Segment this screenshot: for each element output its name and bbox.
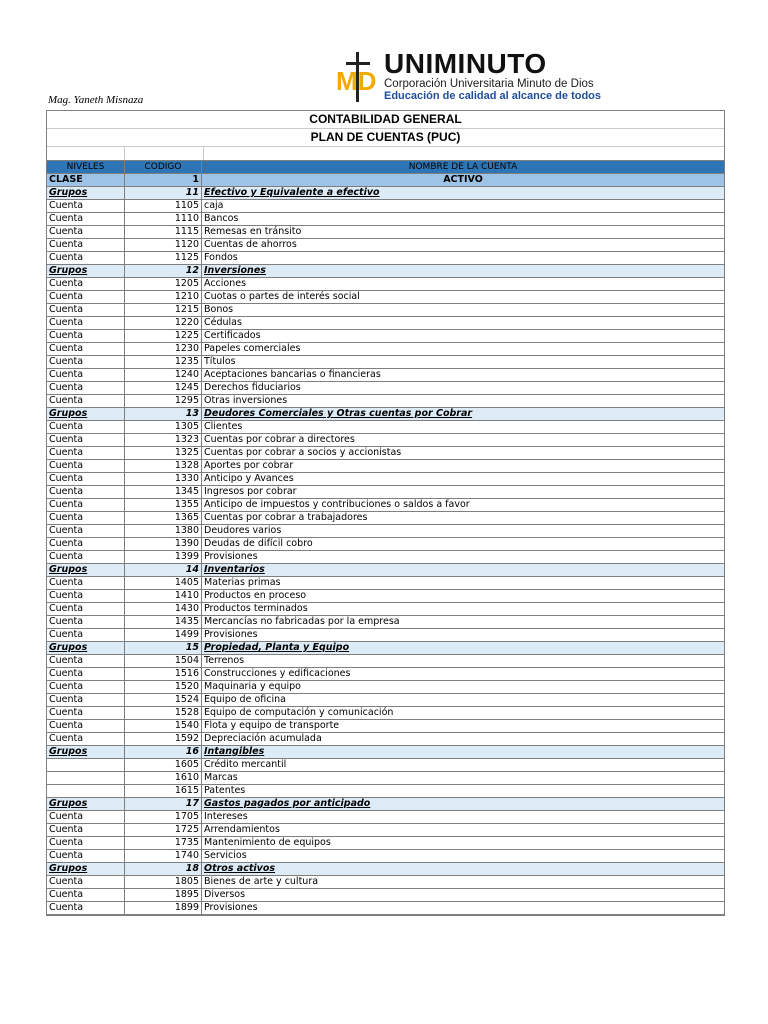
cell-codigo: 1323 <box>125 434 202 447</box>
table-row <box>47 733 724 746</box>
cell-nivel: Cuenta <box>47 876 125 889</box>
cell-codigo: 1295 <box>125 395 202 408</box>
accounts-table <box>47 161 724 915</box>
cell-nivel: Cuenta <box>47 577 125 590</box>
group-row <box>47 564 724 577</box>
cell-nombre: Derechos fiduciarios <box>202 382 725 395</box>
cell-codigo: 18 <box>125 863 202 876</box>
cell-nivel: Grupos <box>47 408 125 421</box>
cell-codigo: 1725 <box>125 824 202 837</box>
table-row <box>47 889 724 902</box>
cell-nivel: Cuenta <box>47 603 125 616</box>
cell-nombre: Cuentas por cobrar a trabajadores <box>202 512 725 525</box>
cell-nombre: Deudores Comerciales y Otras cuentas por Cobrar <box>202 408 725 421</box>
table-row <box>47 460 724 473</box>
cell-codigo: 1240 <box>125 369 202 382</box>
table-row <box>47 304 724 317</box>
cell-codigo: 1399 <box>125 551 202 564</box>
cell-codigo: 13 <box>125 408 202 421</box>
cell-nivel: Cuenta <box>47 317 125 330</box>
cell-codigo: 1220 <box>125 317 202 330</box>
cell-nombre: Depreciación acumulada <box>202 733 725 746</box>
cell-nombre: Papeles comerciales <box>202 343 725 356</box>
cell-nombre: Aceptaciones bancarias o financieras <box>202 369 725 382</box>
cell-nombre: Cuentas por cobrar a socios y accionistas <box>202 447 725 460</box>
cell-nombre: Materias primas <box>202 577 725 590</box>
cell-nivel: Cuenta <box>47 629 125 642</box>
cell-codigo: 1735 <box>125 837 202 850</box>
table-row <box>47 330 724 343</box>
table-row <box>47 707 724 720</box>
logo-tagline-2: Educación de calidad al alcance de todos <box>384 90 602 102</box>
cell-codigo: 1895 <box>125 889 202 902</box>
cell-nombre: Maquinaria y equipo <box>202 681 725 694</box>
table-row <box>47 603 724 616</box>
cell-codigo: 1605 <box>125 759 202 772</box>
cell-nivel: Grupos <box>47 746 125 759</box>
cell-codigo: 1105 <box>125 200 202 213</box>
table-row <box>47 655 724 668</box>
cell-codigo: 1328 <box>125 460 202 473</box>
cell-nivel <box>47 759 125 772</box>
cell-codigo: 1615 <box>125 785 202 798</box>
cell-nivel: Cuenta <box>47 837 125 850</box>
cell-nivel: Cuenta <box>47 499 125 512</box>
cell-codigo: 1365 <box>125 512 202 525</box>
cell-nombre: Arrendamientos <box>202 824 725 837</box>
cell-codigo: 1345 <box>125 486 202 499</box>
table-row <box>47 473 724 486</box>
cell-nombre: Aportes por cobrar <box>202 460 725 473</box>
cell-nivel <box>47 772 125 785</box>
sheet-title: CONTABILIDAD GENERAL <box>47 111 724 129</box>
cell-codigo: 1899 <box>125 902 202 915</box>
cell-nombre: Propiedad, Planta y Equipo <box>202 642 725 655</box>
cell-nivel: Cuenta <box>47 369 125 382</box>
cell-codigo: 1230 <box>125 343 202 356</box>
table-row <box>47 759 724 772</box>
cell-codigo: 1235 <box>125 356 202 369</box>
cell-nombre: Patentes <box>202 785 725 798</box>
table-row <box>47 499 724 512</box>
cell-nombre: Deudas de difícil cobro <box>202 538 725 551</box>
cell-nivel: Cuenta <box>47 902 125 915</box>
group-row <box>47 642 724 655</box>
cell-codigo: 1430 <box>125 603 202 616</box>
cell-nivel: Cuenta <box>47 733 125 746</box>
cell-nivel: Grupos <box>47 265 125 278</box>
group-row <box>47 863 724 876</box>
cell-nivel: Cuenta <box>47 473 125 486</box>
cell-nivel: Cuenta <box>47 200 125 213</box>
cell-nivel: Cuenta <box>47 681 125 694</box>
cell-nivel: Cuenta <box>47 694 125 707</box>
table-header-row <box>47 161 724 174</box>
table-row <box>47 668 724 681</box>
accounts-sheet <box>46 110 725 916</box>
cell-nivel: Cuenta <box>47 668 125 681</box>
cell-nombre: Acciones <box>202 278 725 291</box>
table-row <box>47 590 724 603</box>
cell-nombre: Diversos <box>202 889 725 902</box>
blank-row <box>47 147 724 161</box>
cell-nombre: Ingresos por cobrar <box>202 486 725 499</box>
cell-codigo: 1540 <box>125 720 202 733</box>
cell-nivel: Cuenta <box>47 538 125 551</box>
cell-nombre: Equipo de computación y comunicación <box>202 707 725 720</box>
cell-nombre: Cuotas o partes de interés social <box>202 291 725 304</box>
uniminuto-logo <box>334 46 604 108</box>
cell-nivel: Cuenta <box>47 239 125 252</box>
cell-nombre: Efectivo y Equivalente a efectivo <box>202 187 725 200</box>
group-row <box>47 746 724 759</box>
table-row <box>47 421 724 434</box>
cell-codigo: 1245 <box>125 382 202 395</box>
cell-nivel: Grupos <box>47 863 125 876</box>
table-row <box>47 512 724 525</box>
cell-nivel: Cuenta <box>47 447 125 460</box>
cell-nombre: Equipo de oficina <box>202 694 725 707</box>
class-row <box>47 174 724 187</box>
cell-nombre: Mantenimiento de equipos <box>202 837 725 850</box>
cell-codigo: 1305 <box>125 421 202 434</box>
uniminuto-logo-icon <box>334 52 384 102</box>
column-header-nombre: NOMBRE DE LA CUENTA <box>202 161 725 174</box>
cell-nombre: Provisiones <box>202 629 725 642</box>
table-row <box>47 850 724 863</box>
cell-nombre: Intereses <box>202 811 725 824</box>
cell-nivel: Cuenta <box>47 291 125 304</box>
cell-codigo: 14 <box>125 564 202 577</box>
table-row <box>47 811 724 824</box>
cell-codigo: 17 <box>125 798 202 811</box>
cell-nombre: Productos en proceso <box>202 590 725 603</box>
table-row <box>47 239 724 252</box>
table-row <box>47 837 724 850</box>
cell-codigo: 1110 <box>125 213 202 226</box>
cell-nivel: Cuenta <box>47 421 125 434</box>
cell-nombre: Mercancías no fabricadas por la empresa <box>202 616 725 629</box>
author-name: Mag. Yaneth Misnaza <box>48 94 144 106</box>
logo-tagline-1: Corporación Universitaria Minuto de Dios <box>384 78 594 90</box>
cell-nombre: Cédulas <box>202 317 725 330</box>
cell-codigo: 1405 <box>125 577 202 590</box>
cell-nivel: Cuenta <box>47 434 125 447</box>
cell-nivel <box>47 785 125 798</box>
cell-codigo: 1205 <box>125 278 202 291</box>
cell-nombre: Construcciones y edificaciones <box>202 668 725 681</box>
cell-codigo: 1520 <box>125 681 202 694</box>
table-row <box>47 785 724 798</box>
table-row <box>47 551 724 564</box>
cell-codigo: 1325 <box>125 447 202 460</box>
cell-nivel: Cuenta <box>47 278 125 291</box>
table-row <box>47 200 724 213</box>
cell-nivel: Cuenta <box>47 850 125 863</box>
cell-codigo: 1435 <box>125 616 202 629</box>
column-header-codigo: CODIGO <box>125 161 202 174</box>
cell-nivel: Cuenta <box>47 213 125 226</box>
cell-codigo: 12 <box>125 265 202 278</box>
cell-nivel: Grupos <box>47 564 125 577</box>
cell-codigo: 1115 <box>125 226 202 239</box>
cell-codigo: 1516 <box>125 668 202 681</box>
cell-codigo: 1 <box>125 174 202 187</box>
cell-nivel: Grupos <box>47 642 125 655</box>
cell-nombre: Terrenos <box>202 655 725 668</box>
cell-codigo: 1805 <box>125 876 202 889</box>
cell-nombre: Inversiones <box>202 265 725 278</box>
cell-nivel: Cuenta <box>47 720 125 733</box>
group-row <box>47 265 724 278</box>
cell-codigo: 11 <box>125 187 202 200</box>
cell-codigo: 1210 <box>125 291 202 304</box>
sheet-subtitle: PLAN DE CUENTAS (PUC) <box>47 129 724 147</box>
cell-codigo: 1215 <box>125 304 202 317</box>
cell-codigo: 1528 <box>125 707 202 720</box>
cell-codigo: 15 <box>125 642 202 655</box>
cell-nombre: Provisiones <box>202 551 725 564</box>
cell-nivel: Cuenta <box>47 252 125 265</box>
cell-codigo: 1330 <box>125 473 202 486</box>
cell-nombre: Productos terminados <box>202 603 725 616</box>
table-row <box>47 213 724 226</box>
table-row <box>47 616 724 629</box>
cell-nombre: Servicios <box>202 850 725 863</box>
cell-nivel: Cuenta <box>47 811 125 824</box>
table-row <box>47 694 724 707</box>
cell-nombre: Otros activos <box>202 863 725 876</box>
group-row <box>47 408 724 421</box>
cell-codigo: 1705 <box>125 811 202 824</box>
cell-nombre: Crédito mercantil <box>202 759 725 772</box>
table-row <box>47 681 724 694</box>
cell-nombre: Anticipo y Avances <box>202 473 725 486</box>
table-row <box>47 382 724 395</box>
cell-codigo: 1524 <box>125 694 202 707</box>
cell-nombre: Anticipo de impuestos y contribuciones o saldos a favor <box>202 499 725 512</box>
cell-nivel: Cuenta <box>47 525 125 538</box>
logo-brand: UNIMINUTO <box>384 48 547 79</box>
cell-nivel: Cuenta <box>47 590 125 603</box>
cell-nombre: Títulos <box>202 356 725 369</box>
cell-nivel: Cuenta <box>47 551 125 564</box>
cell-nombre: Certificados <box>202 330 725 343</box>
cell-codigo: 1504 <box>125 655 202 668</box>
cell-nombre: Clientes <box>202 421 725 434</box>
cell-codigo: 1499 <box>125 629 202 642</box>
cell-codigo: 1125 <box>125 252 202 265</box>
cell-nombre: Intangibles <box>202 746 725 759</box>
cell-nombre: Flota y equipo de transporte <box>202 720 725 733</box>
cell-codigo: 16 <box>125 746 202 759</box>
cell-nivel: Cuenta <box>47 343 125 356</box>
cell-nombre: Otras inversiones <box>202 395 725 408</box>
cell-nivel: Cuenta <box>47 824 125 837</box>
cell-nivel: Cuenta <box>47 395 125 408</box>
table-row <box>47 629 724 642</box>
cell-codigo: 1610 <box>125 772 202 785</box>
cell-nivel: Cuenta <box>47 512 125 525</box>
cell-nombre: Bienes de arte y cultura <box>202 876 725 889</box>
cell-nombre: Provisiones <box>202 902 725 915</box>
cell-codigo: 1410 <box>125 590 202 603</box>
table-row <box>47 317 724 330</box>
table-row <box>47 278 724 291</box>
column-header-niveles: NIVELES <box>47 161 125 174</box>
cell-nivel: Cuenta <box>47 889 125 902</box>
table-row <box>47 538 724 551</box>
cell-nivel: Cuenta <box>47 330 125 343</box>
cell-nivel: Cuenta <box>47 486 125 499</box>
cell-nivel: Cuenta <box>47 304 125 317</box>
table-row <box>47 369 724 382</box>
table-row <box>47 343 724 356</box>
cell-codigo: 1390 <box>125 538 202 551</box>
svg-text:MD: MD <box>336 66 377 96</box>
table-row <box>47 486 724 499</box>
cell-nivel: Cuenta <box>47 707 125 720</box>
cell-codigo: 1380 <box>125 525 202 538</box>
table-row <box>47 720 724 733</box>
cell-nombre: Deudores varios <box>202 525 725 538</box>
cell-nombre: Bancos <box>202 213 725 226</box>
cell-nombre: Inventarios <box>202 564 725 577</box>
table-row <box>47 226 724 239</box>
group-row <box>47 798 724 811</box>
table-row <box>47 434 724 447</box>
cell-nivel: Grupos <box>47 187 125 200</box>
table-row <box>47 447 724 460</box>
cell-nombre: Bonos <box>202 304 725 317</box>
cell-nivel: Cuenta <box>47 356 125 369</box>
cell-nombre: Remesas en tránsito <box>202 226 725 239</box>
table-row <box>47 876 724 889</box>
cell-codigo: 1225 <box>125 330 202 343</box>
cell-codigo: 1740 <box>125 850 202 863</box>
table-row <box>47 291 724 304</box>
table-row <box>47 902 724 915</box>
cell-nivel: Grupos <box>47 798 125 811</box>
cell-nivel: Cuenta <box>47 382 125 395</box>
table-row <box>47 395 724 408</box>
cell-codigo: 1355 <box>125 499 202 512</box>
cell-codigo: 1120 <box>125 239 202 252</box>
cell-nivel: CLASE <box>47 174 125 187</box>
cell-nivel: Cuenta <box>47 460 125 473</box>
cell-nombre: Marcas <box>202 772 725 785</box>
cell-nivel: Cuenta <box>47 226 125 239</box>
cell-nivel: Cuenta <box>47 655 125 668</box>
cell-nombre: Gastos pagados por anticipado <box>202 798 725 811</box>
table-row <box>47 772 724 785</box>
table-row <box>47 525 724 538</box>
table-row <box>47 824 724 837</box>
table-row <box>47 356 724 369</box>
cell-nombre: ACTIVO <box>202 174 725 187</box>
table-row <box>47 577 724 590</box>
cell-nombre: Cuentas de ahorros <box>202 239 725 252</box>
cell-nombre: Fondos <box>202 252 725 265</box>
cell-nombre: Cuentas por cobrar a directores <box>202 434 725 447</box>
cell-nivel: Cuenta <box>47 616 125 629</box>
cell-codigo: 1592 <box>125 733 202 746</box>
cell-nombre: caja <box>202 200 725 213</box>
group-row <box>47 187 724 200</box>
table-row <box>47 252 724 265</box>
